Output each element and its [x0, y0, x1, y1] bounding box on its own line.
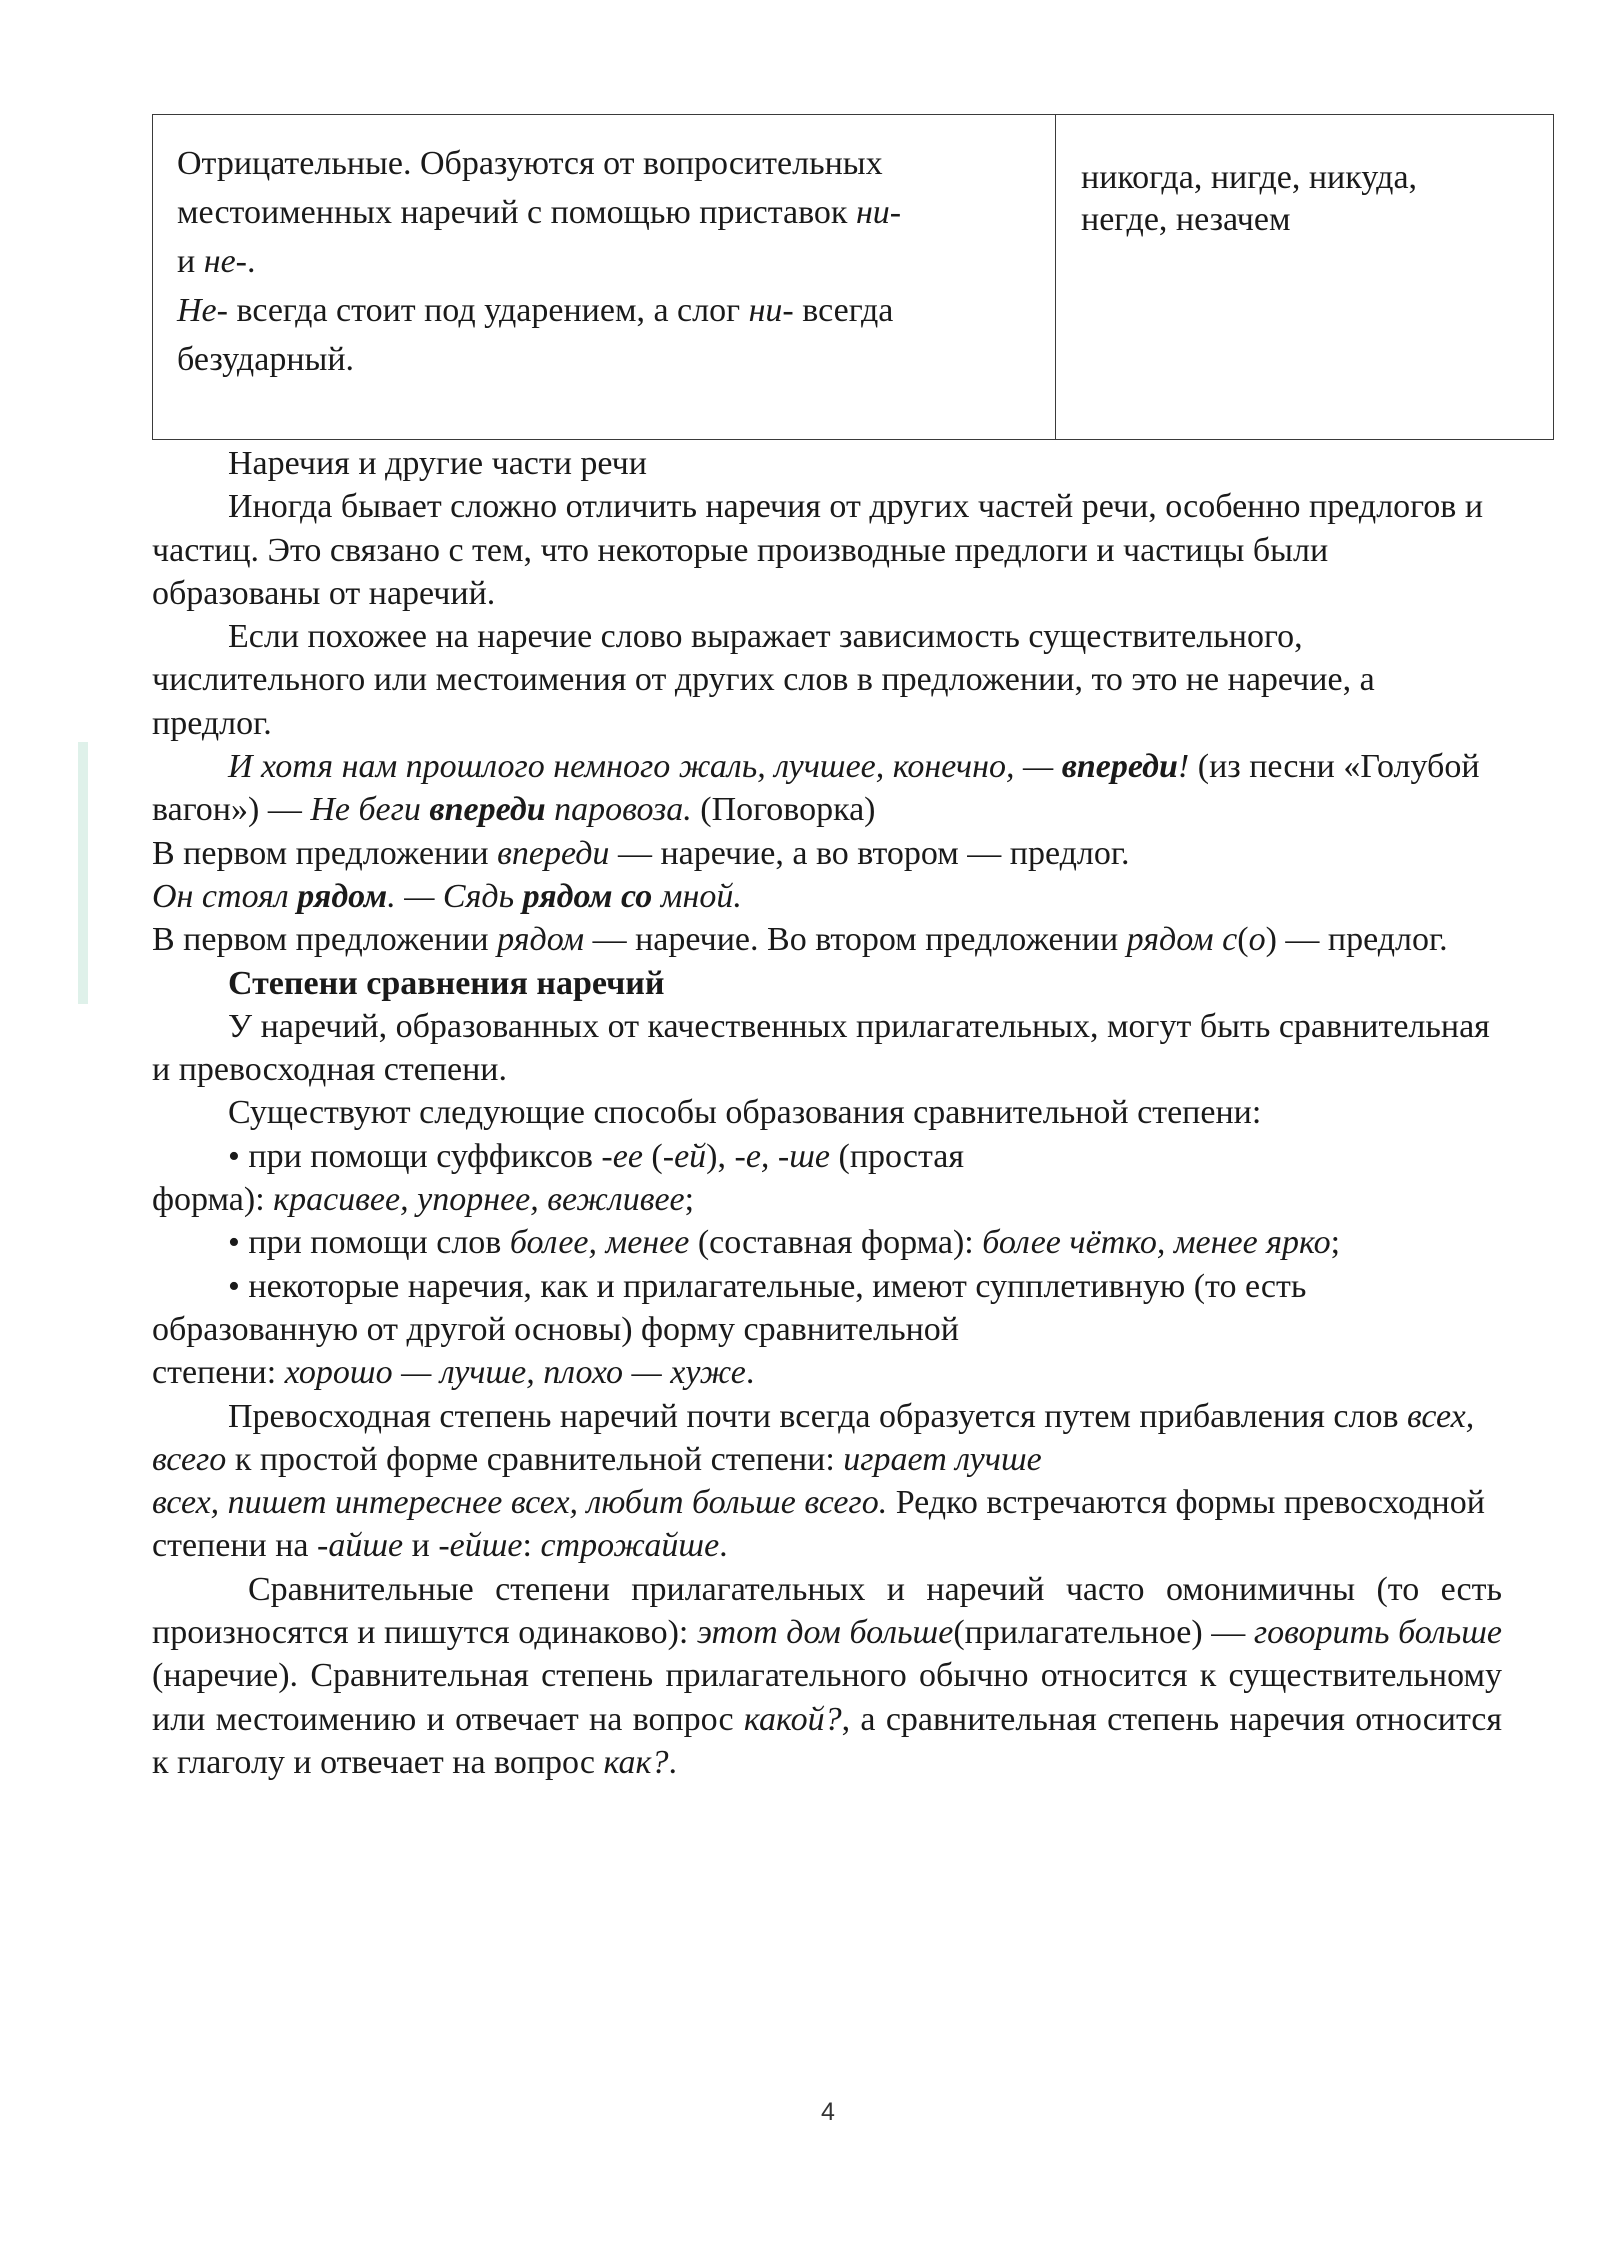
section-heading: Наречия и другие части речи — [228, 445, 647, 482]
section-heading: Степени сравнения наречий — [228, 964, 665, 1002]
table-line: местоименных наречий с помощью приставок ни- — [177, 194, 902, 231]
paragraph: Если похожее на наречие слово выражает зависимость существительного, числительного или местоимения от других слов в предложении, то это не наречие, а предлог. — [152, 618, 1375, 742]
document-body — [152, 442, 1502, 1784]
paragraph: Существуют следующие способы образования сравнительной степени: — [228, 1094, 1262, 1132]
paragraph: Превосходная степень наречий почти всегда образуется путем прибавления слов всех, всего к простой форме сравнительной степени: играет лучше всех, пишет интереснее всех, любит больше всего. Редко встречаются формы превосходной степени на -айше и -ейше: строжайше. — [152, 1397, 1485, 1565]
table-line: никогда, нигде, никуда, — [1081, 159, 1418, 196]
bullet-item: • некоторые наречия, как и прилагательные, имеют супплетивную (то есть образованную от другой основы) форму сравнительной — [152, 1267, 1307, 1348]
bullet-continuation: форма): красивее, упорнее, вежливее; — [152, 1181, 695, 1219]
table-line: и не-. — [177, 243, 256, 280]
table-line: Отрицательные. Образуются от вопросительных — [177, 145, 883, 182]
example-sentence: Он стоял рядом. — Сядь рядом со мной. — [152, 877, 742, 915]
table-column-divider — [1055, 115, 1056, 439]
example-note: В первом предложении рядом — наречие. Во втором предложении рядом с(о) — предлог. — [152, 921, 1448, 959]
example-note: В первом предложении впереди — наречие, а во втором — предлог. — [152, 834, 1130, 872]
bullet-item: • при помощи слов более, менее (составная форма): более чётко, менее ярко; — [228, 1224, 1341, 1262]
margin-highlight-bar — [78, 742, 88, 1004]
prefix-ni: ни- — [855, 194, 902, 231]
example-sentence: И хотя нам прошлого немного жаль, лучшее, конечно, — впереди! (из песни «Голубой вагон») — Не беги впереди паровоза. (Поговорка) — [152, 748, 1480, 829]
paragraph: Иногда бывает сложно отличить наречия от других частей речи, особенно предлогов и частиц. Это связано с тем, что некоторые производные предлоги и частицы были образованы от наречий. — [152, 488, 1484, 612]
paragraph: Сравнительные степени прилагательных и наречий часто омонимичны (то есть произносятся и пишутся одинаково): этот дом больше(прилагательное) — говорить больше (наречие). Сравнительная степень прилагательного обычно относится к существительному или местоимению и отвечает на вопрос какой?, а сравнительная степень наречия относится к глаголу и отвечает на вопрос как?. — [152, 1570, 1502, 1781]
paragraph: У наречий, образованных от качественных прилагательных, могут быть сравнительная и превосходная степени. — [152, 1007, 1490, 1089]
bullet-continuation: степени: хорошо — лучше, плохо — хуже. — [152, 1354, 755, 1392]
bullet-item: • при помощи суффиксов -ее (-ей), -е, -ше (простая — [228, 1137, 964, 1175]
prefix-ne: не- — [203, 243, 247, 280]
table-line: негде, незачем — [1081, 201, 1291, 238]
table-cell-description — [177, 139, 1027, 384]
table-cell-examples — [1081, 157, 1521, 241]
table-line: безударный. — [177, 341, 355, 378]
table-line: Не- всегда стоит под ударением, а слог ни- всегда — [177, 292, 894, 329]
page-number: 4 — [821, 2098, 835, 2126]
adverb-table — [152, 114, 1554, 440]
